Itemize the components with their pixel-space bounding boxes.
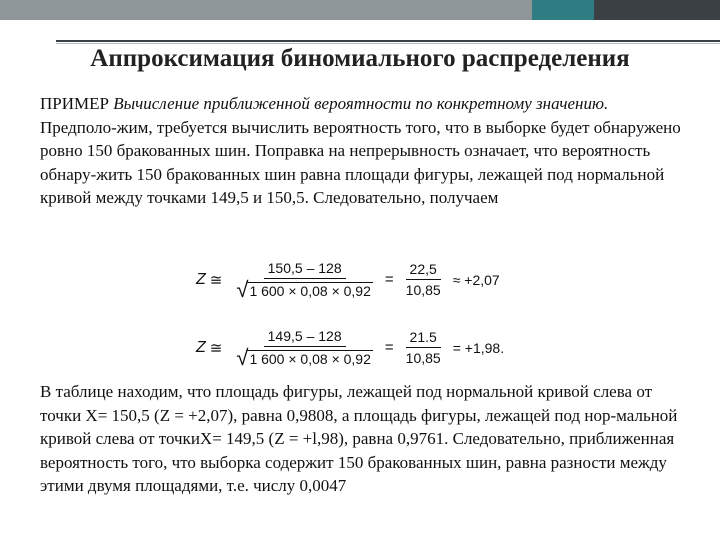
formula-denominator-2: 10,85 bbox=[405, 282, 441, 298]
formula-denominator bbox=[232, 345, 377, 370]
formula-equals: = bbox=[384, 339, 394, 356]
sqrt-icon: √ bbox=[236, 277, 249, 302]
formula-result: = +1,98. bbox=[452, 339, 505, 356]
formula-denominator bbox=[232, 277, 377, 302]
top-decorative-bar bbox=[0, 0, 720, 20]
formula-fraction-result bbox=[402, 261, 445, 298]
formula-radicand: 1 600 × 0,08 × 0,92 bbox=[249, 351, 371, 367]
sqrt-icon: √ bbox=[236, 345, 249, 370]
formula-result: ≈ +2,07 bbox=[452, 271, 500, 288]
formula-equals: = bbox=[384, 271, 394, 288]
formula-z-lower bbox=[196, 328, 505, 370]
example-label: ПРИМЕР bbox=[40, 94, 109, 113]
formula-variable: Z bbox=[196, 270, 206, 288]
formula-numerator-2: 22,5 bbox=[406, 261, 441, 280]
formula-fraction-result bbox=[402, 329, 445, 366]
formula-fraction-main bbox=[232, 328, 377, 370]
title-rule-dark bbox=[56, 40, 720, 42]
slide-title: Аппроксимация биномиального распределения bbox=[90, 45, 630, 72]
top-bar-gray-segment bbox=[0, 0, 532, 20]
top-bar-teal-segment bbox=[532, 0, 594, 20]
slide-body-lower bbox=[40, 380, 690, 498]
title-rule-light bbox=[56, 43, 720, 44]
example-heading bbox=[40, 92, 690, 116]
formula-relation: ≅ bbox=[209, 339, 223, 357]
formula-fraction-main bbox=[232, 260, 377, 302]
paragraph-2: В таблице находим, что площадь фигуры, лежащей под нормальной кривой слева от точки X= 150,5 (Z = +2,07), равна 0,9808, а площадь фигуры, лежащей под нор-мальной кривой слева от точкиX= 149,5 (Z = +l,98), равна 0,9761. Следовательно, приближенная вероятность того, что выборка содержит 150 бракованных шин, равна разности между этими двумя площадями, т.е. числу 0,0047 bbox=[40, 382, 678, 495]
formula-z-upper bbox=[196, 260, 500, 302]
example-text: Вычисление приближенной вероятности по конкретному значению. bbox=[108, 94, 609, 113]
formula-numerator-2: 21.5 bbox=[406, 329, 441, 348]
formula-numerator: 150,5 – 128 bbox=[264, 260, 346, 279]
formula-numerator: 149,5 – 128 bbox=[264, 328, 346, 347]
top-bar-dark-segment bbox=[594, 0, 720, 20]
formula-relation: ≅ bbox=[209, 271, 223, 289]
formula-radicand: 1 600 × 0,08 × 0,92 bbox=[249, 283, 371, 299]
paragraph-1: Предполо-жим, требуется вычислить вероятность того, что в выборке будет обнаружено ровно 150 бракованных шин. Поправка на непрерывность означает, что вероятность обнару-жить 150 бракованных шин равна площади фигуры, лежащей под нормальной кривой между точками 149,5 и 150,5. Следовательно, получаем bbox=[40, 117, 681, 207]
slide-body bbox=[40, 92, 690, 210]
formula-variable: Z bbox=[196, 338, 206, 356]
formula-denominator-2: 10,85 bbox=[405, 350, 441, 366]
